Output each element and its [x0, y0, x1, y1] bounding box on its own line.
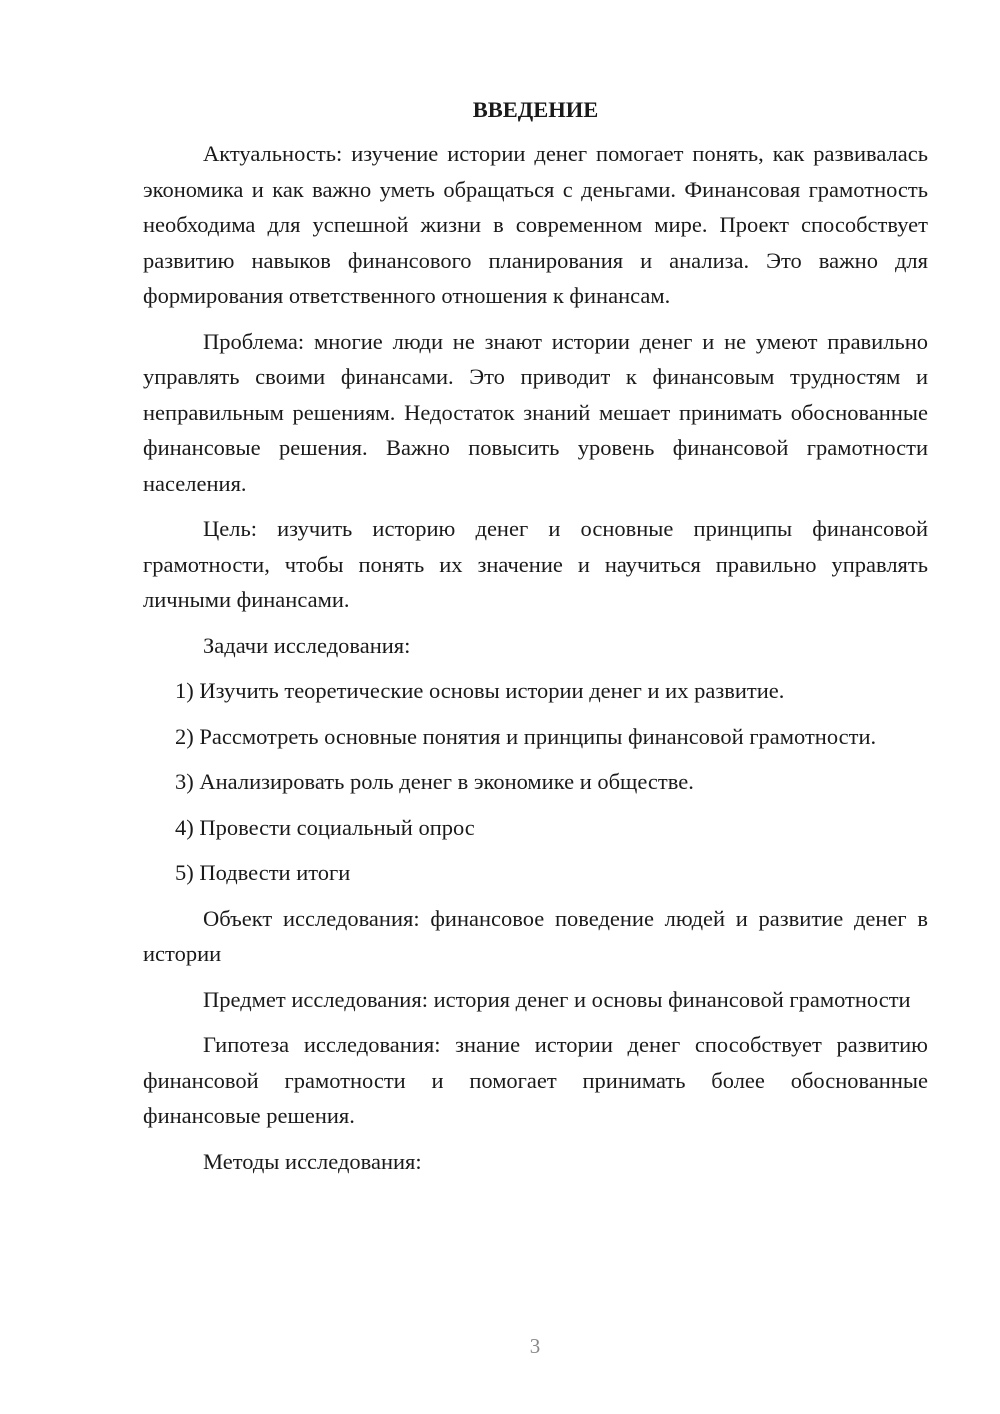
document-page	[143, 92, 928, 1189]
task-item-4: 4) Провести социальный опрос	[175, 814, 475, 840]
problem-paragraph: Проблема: многие люди не знают истории денег и не умеют правильно управлять своими финансами. Это приводит к финансовым трудностям и неправильным решениям. Недостаток знаний мешает принимать обоснованные финансовые решения. Важно повысить уровень финансовой грамотности населения.	[143, 328, 928, 496]
object-paragraph: Объект исследования: финансовое поведение людей и развитие денег в истории	[143, 905, 928, 966]
page-number: 3	[529, 1334, 541, 1358]
goal-paragraph: Цель: изучить историю денег и основные принципы финансовой грамотности, чтобы понять их значение и научиться правильно управлять личными финансами.	[143, 516, 928, 612]
methods-heading: Методы исследования:	[203, 1148, 422, 1174]
task-item-3: 3) Анализировать роль денег в экономике и обществе.	[175, 769, 694, 794]
tasks-heading: Задачи исследования:	[203, 632, 411, 658]
task-item-5: 5) Подвести итоги	[175, 860, 351, 885]
hypothesis-paragraph: Гипотеза исследования: знание истории денег способствует развитию финансовой грамотности и помогает принимать более обоснованные финансовые решения.	[143, 1032, 928, 1128]
subject-paragraph: Предмет исследования: история денег и основы финансовой грамотности	[203, 986, 911, 1012]
section-title: ВВЕДЕНИЕ	[472, 97, 599, 122]
relevance-paragraph: Актуальность: изучение истории денег помогает понять, как развивалась экономика и как важно уметь обращаться с деньгами. Финансовая грамотность необходима для успешной жизни в современном мире. Проект способствует развитию навыков финансового планирования и анализа. Это важно для формирования ответственного отношения к финансам.	[143, 141, 928, 308]
task-item-1: 1) Изучить теоретические основы истории денег и их развитие.	[175, 678, 785, 703]
task-item-2: 2) Рассмотреть основные понятия и принципы финансовой грамотности.	[175, 723, 877, 749]
